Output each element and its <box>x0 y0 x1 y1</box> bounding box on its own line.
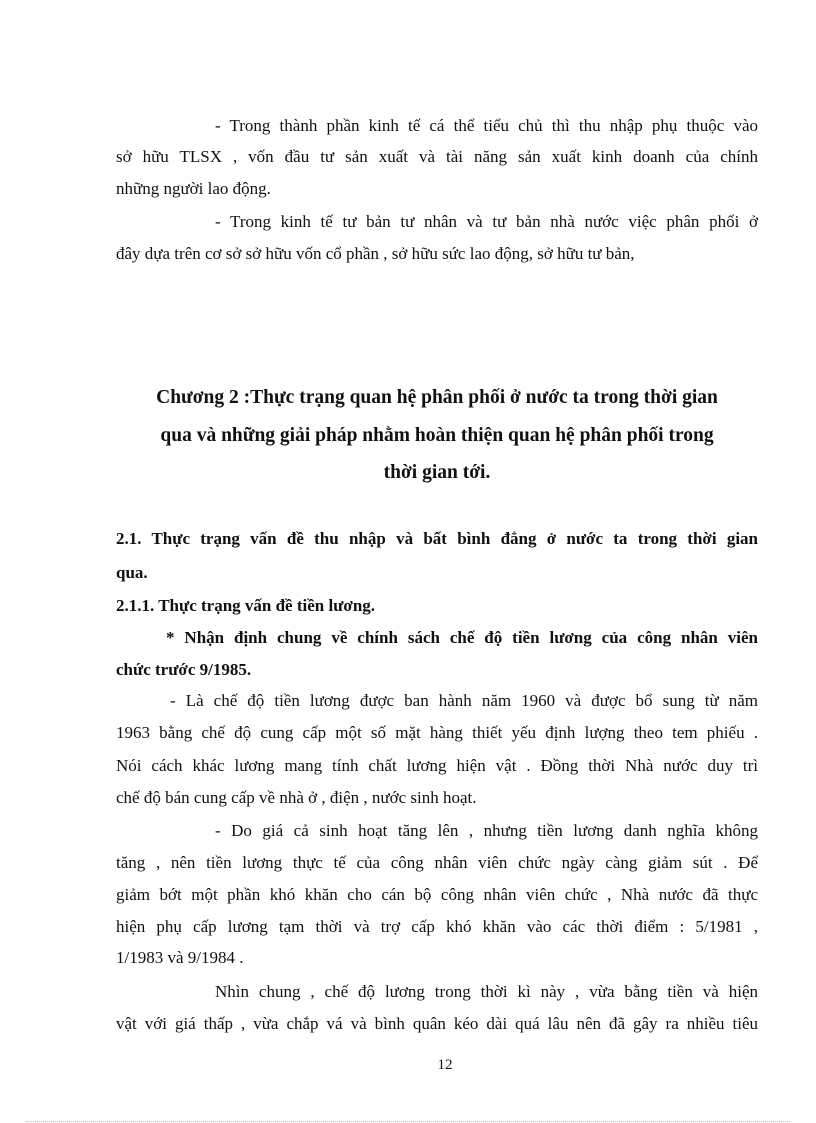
paragraph-4-line-5: 1/1983 và 9/1984 . <box>116 948 244 967</box>
paragraph-1-line-1: - Trong thành phần kinh tế cá thể tiểu chủ thì thu nhập phụ thuộc vào <box>215 116 758 135</box>
bold-note-line-1: * Nhận định chung về chính sách chế độ tiền lương của công nhân viên <box>166 628 758 647</box>
chapter-heading-line-1: Chương 2 :Thực trạng quan hệ phân phối ở nước ta trong thời gian <box>156 387 718 408</box>
paragraph-3-line-4: chế độ bán cung cấp về nhà ở , điện , nước sinh hoạt. <box>116 788 477 807</box>
paragraph-3-line-1: - Là chế độ tiền lương được ban hành năm 1960 và được bổ sung từ năm <box>170 691 758 710</box>
page-footer-rule <box>26 1121 790 1122</box>
paragraph-4-line-3: giảm bớt một phần khó khăn cho cán bộ công nhân viên chức , Nhà nước đã thực <box>116 885 758 904</box>
paragraph-5-line-1: Nhìn chung , chế độ lương trong thời kì này , vừa bằng tiền và hiện <box>215 982 758 1001</box>
section-heading-line-1: 2.1. Thực trạng vấn đề thu nhập và bất bình đẳng ở nước ta trong thời gian <box>116 529 758 548</box>
section-heading-line-2: qua. <box>116 563 148 582</box>
paragraph-5-line-2: vật với giá thấp , vừa chắp vá và bình quân kéo dài quá lâu nên đã gây ra nhiều tiêu <box>116 1014 758 1033</box>
page-number: 12 <box>437 1057 453 1073</box>
paragraph-2-line-2: đây dựa trên cơ sở sở hữu vốn cổ phần , sở hữu sức lao động, sở hữu tư bản, <box>116 244 635 263</box>
paragraph-4-line-2: tăng , nên tiền lương thực tế của công nhân viên chức ngày càng giảm sút . Để <box>116 853 758 872</box>
paragraph-1-line-2: sở hữu TLSX , vốn đầu tư sản xuất và tài năng sản xuất kinh doanh của chính <box>116 147 758 166</box>
chapter-heading-line-3: thời gian tới. <box>383 462 491 483</box>
paragraph-4-line-4: hiện phụ cấp lương tạm thời và trợ cấp khó khăn vào các thời điểm : 5/1981 , <box>116 917 758 936</box>
paragraph-3-line-3: Nói cách khác lương mang tính chất lương hiện vật . Đồng thời Nhà nước duy trì <box>116 756 758 775</box>
paragraph-4-line-1: - Do giá cả sinh hoạt tăng lên , nhưng tiền lương danh nghĩa không <box>215 821 758 840</box>
bold-note-line-2: chức trước 9/1985. <box>116 660 252 679</box>
paragraph-3-line-2: 1963 bằng chế độ cung cấp một số mặt hàng thiết yếu định lượng theo tem phiếu . <box>116 723 758 742</box>
subsection-heading: 2.1.1. Thực trạng vấn đề tiền lương. <box>116 596 376 615</box>
paragraph-1-line-3: những người lao động. <box>116 179 271 198</box>
chapter-heading-line-2: qua và những giải pháp nhằm hoàn thiện quan hệ phân phối trong <box>160 425 714 446</box>
paragraph-2-line-1: - Trong kinh tế tư bản tư nhân và tư bản nhà nước việc phân phối ở <box>215 212 758 231</box>
